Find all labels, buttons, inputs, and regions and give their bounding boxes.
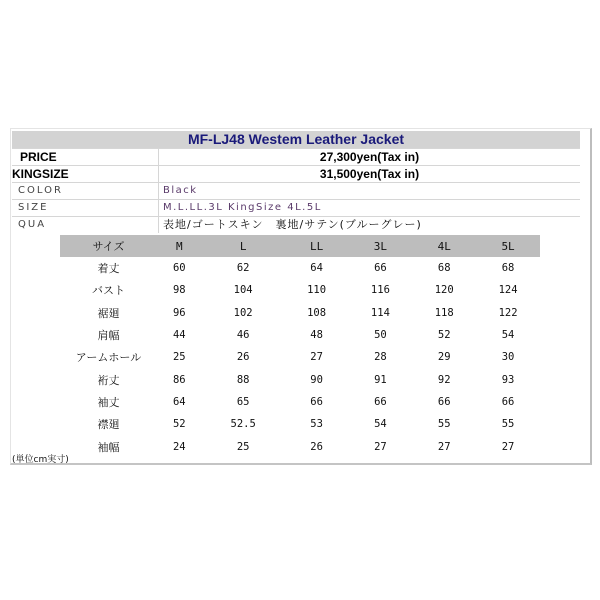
row-label: バスト xyxy=(92,284,125,298)
unit-note: (単位cm実寸) xyxy=(12,455,69,465)
measurement-cell: 88 xyxy=(236,373,250,386)
measurement-cell: 110 xyxy=(307,284,327,297)
measurement-cell: 24 xyxy=(172,440,186,453)
measurement-cell: 27 xyxy=(437,440,451,453)
measurement-cell: 96 xyxy=(172,306,186,319)
measurement-cell: 64 xyxy=(310,262,323,275)
measurement-cell: 66 xyxy=(374,395,387,408)
measurement-cell: 102 xyxy=(233,306,253,319)
row-label: アームホール xyxy=(75,351,142,365)
measurement-cell: 122 xyxy=(498,306,518,319)
table-row xyxy=(60,346,540,368)
size-chart-table xyxy=(60,235,540,458)
color-row xyxy=(12,183,580,200)
table-row xyxy=(60,435,540,457)
header-4l: 4L xyxy=(412,235,476,257)
header-size: サイズ xyxy=(60,235,157,257)
measurement-cell: 124 xyxy=(498,284,518,297)
measurement-cell: 91 xyxy=(374,373,387,386)
size-chart-header xyxy=(60,235,540,257)
measurement-cell: 62 xyxy=(236,262,250,275)
measurement-cell: 90 xyxy=(310,373,323,386)
size-value: M.L.LL.3L KingSize 4L.5L xyxy=(159,200,581,217)
table-row xyxy=(60,413,540,435)
kingsize-value: 31,500yen(Tax in) xyxy=(159,166,581,183)
measurement-cell: 118 xyxy=(434,306,454,319)
table-row xyxy=(60,391,540,413)
table-row xyxy=(60,324,540,346)
measurement-cell: 54 xyxy=(501,329,515,342)
measurement-cell: 27 xyxy=(374,440,387,453)
measurement-cell: 86 xyxy=(172,373,186,386)
qua-label: QUA xyxy=(12,217,159,234)
table-row xyxy=(60,302,540,324)
price-row xyxy=(12,149,580,166)
measurement-cell: 68 xyxy=(501,262,515,275)
measurement-cell: 64 xyxy=(172,395,186,408)
measurement-cell: 93 xyxy=(501,373,515,386)
measurement-cell: 54 xyxy=(374,418,387,431)
measurement-cell: 55 xyxy=(437,418,451,431)
row-label: 肩幅 xyxy=(97,329,120,343)
table-row xyxy=(60,279,540,301)
header-3l: 3L xyxy=(349,235,413,257)
color-value: Black xyxy=(159,183,581,200)
qua-value: 表地/ゴートスキン 裏地/サテン(ブルーグレー) xyxy=(159,217,581,234)
measurement-cell: 66 xyxy=(374,262,387,275)
measurement-cell: 52 xyxy=(172,418,186,431)
measurement-cell: 116 xyxy=(370,284,390,297)
row-label: 裾廻 xyxy=(97,306,120,320)
measurement-cell: 104 xyxy=(233,284,253,297)
measurement-cell: 26 xyxy=(236,351,250,364)
measurement-cell: 53 xyxy=(310,418,323,431)
table-row xyxy=(60,368,540,390)
kingsize-row xyxy=(12,166,580,183)
row-label: 袖丈 xyxy=(97,395,120,409)
product-spec-table xyxy=(12,131,580,233)
measurement-cell: 66 xyxy=(437,395,451,408)
row-label: 着丈 xyxy=(97,262,120,276)
measurement-cell: 26 xyxy=(310,440,323,453)
qua-row xyxy=(12,217,580,234)
color-label: COLOR xyxy=(12,183,159,200)
header-m: M xyxy=(157,235,202,257)
header-ll: LL xyxy=(285,235,349,257)
measurement-cell: 46 xyxy=(236,329,250,342)
measurement-cell: 68 xyxy=(437,262,451,275)
row-label: 裄丈 xyxy=(97,373,120,387)
kingsize-label: KINGSIZE xyxy=(12,166,159,183)
measurement-cell: 44 xyxy=(172,329,186,342)
measurement-cell: 29 xyxy=(437,351,451,364)
measurement-cell: 25 xyxy=(236,440,250,453)
measurement-cell: 28 xyxy=(374,351,387,364)
measurement-cell: 48 xyxy=(310,329,323,342)
measurement-cell: 66 xyxy=(310,395,323,408)
measurement-cell: 60 xyxy=(172,262,186,275)
measurement-cell: 55 xyxy=(501,418,515,431)
measurement-cell: 66 xyxy=(501,395,515,408)
row-label: 袖幅 xyxy=(97,440,120,454)
measurement-cell: 114 xyxy=(370,306,390,319)
measurement-cell: 27 xyxy=(310,351,323,364)
header-l: L xyxy=(202,235,285,257)
table-row xyxy=(60,257,540,279)
measurement-cell: 52 xyxy=(437,329,451,342)
size-row xyxy=(12,200,580,217)
measurement-cell: 92 xyxy=(437,373,451,386)
measurement-cell: 108 xyxy=(307,306,327,319)
measurement-cell: 25 xyxy=(172,351,186,364)
measurement-cell: 120 xyxy=(434,284,454,297)
measurement-cell: 98 xyxy=(172,284,186,297)
price-value: 27,300yen(Tax in) xyxy=(159,149,581,166)
measurement-cell: 52.5 xyxy=(230,418,256,431)
product-title: MF-LJ48 Westem Leather Jacket xyxy=(12,131,580,149)
measurement-cell: 27 xyxy=(501,440,515,453)
row-label: 襟廻 xyxy=(97,418,120,432)
measurement-cell: 30 xyxy=(501,351,515,364)
header-5l: 5L xyxy=(476,235,540,257)
title-row xyxy=(12,131,580,149)
size-label: SIZE xyxy=(12,200,159,217)
price-label: PRICE xyxy=(12,149,159,166)
measurement-cell: 50 xyxy=(374,329,387,342)
measurement-cell: 65 xyxy=(236,395,250,408)
